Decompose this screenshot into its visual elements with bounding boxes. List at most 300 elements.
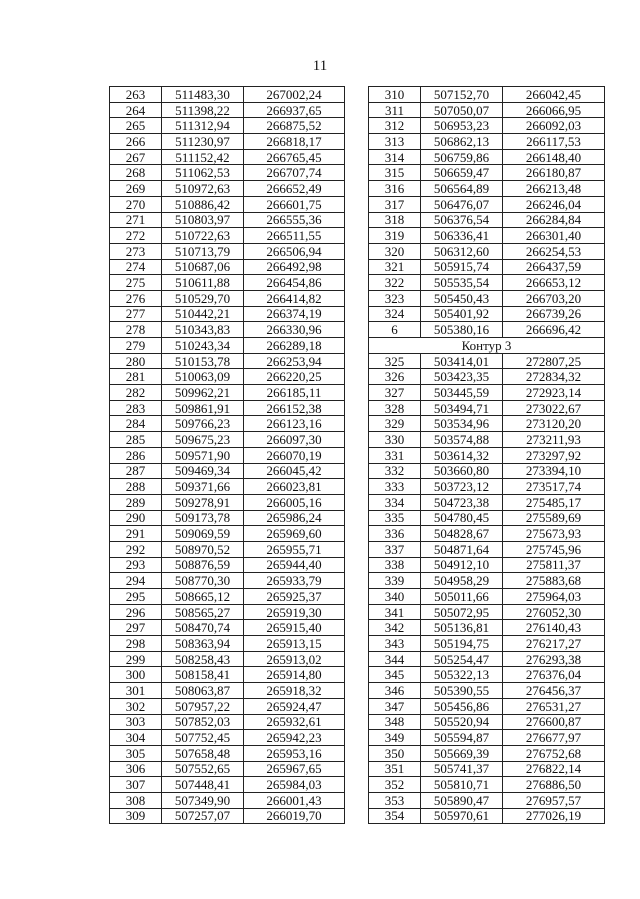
y-coordinate-cell: 266001,43 bbox=[244, 792, 345, 808]
table-row bbox=[369, 165, 605, 181]
table-row bbox=[110, 589, 345, 605]
table-row bbox=[110, 604, 345, 620]
x-coordinate-cell: 505136,81 bbox=[421, 620, 503, 636]
point-number-cell: 313 bbox=[369, 134, 421, 150]
point-number-cell: 275 bbox=[110, 275, 162, 291]
x-coordinate-cell: 511312,94 bbox=[162, 118, 244, 134]
x-coordinate-cell: 505450,43 bbox=[421, 290, 503, 306]
table-row bbox=[369, 683, 605, 699]
table-row bbox=[110, 338, 345, 354]
x-coordinate-cell: 509571,90 bbox=[162, 447, 244, 463]
x-coordinate-cell: 505322,13 bbox=[421, 667, 503, 683]
point-number-cell: 320 bbox=[369, 243, 421, 259]
y-coordinate-cell: 265984,03 bbox=[244, 777, 345, 793]
x-coordinate-cell: 507852,03 bbox=[162, 714, 244, 730]
x-coordinate-cell: 509766,23 bbox=[162, 416, 244, 432]
y-coordinate-cell: 266023,81 bbox=[244, 479, 345, 495]
y-coordinate-cell: 275673,93 bbox=[503, 526, 605, 542]
x-coordinate-cell: 506312,60 bbox=[421, 243, 503, 259]
point-number-cell: 268 bbox=[110, 165, 162, 181]
x-coordinate-cell: 508470,74 bbox=[162, 620, 244, 636]
table-row bbox=[110, 620, 345, 636]
point-number-cell: 273 bbox=[110, 243, 162, 259]
point-number-cell: 321 bbox=[369, 259, 421, 275]
point-number-cell: 300 bbox=[110, 667, 162, 683]
y-coordinate-cell: 277026,19 bbox=[503, 808, 605, 824]
y-coordinate-cell: 265969,60 bbox=[244, 526, 345, 542]
x-coordinate-cell: 509861,91 bbox=[162, 400, 244, 416]
table-row bbox=[369, 149, 605, 165]
point-number-cell: 298 bbox=[110, 636, 162, 652]
point-number-cell: 336 bbox=[369, 526, 421, 542]
y-coordinate-cell: 265986,24 bbox=[244, 510, 345, 526]
y-coordinate-cell: 265919,30 bbox=[244, 604, 345, 620]
point-number-cell: 339 bbox=[369, 573, 421, 589]
y-coordinate-cell: 266117,53 bbox=[503, 134, 605, 150]
point-number-cell: 343 bbox=[369, 636, 421, 652]
x-coordinate-cell: 505380,16 bbox=[421, 322, 503, 338]
x-coordinate-cell: 506862,13 bbox=[421, 134, 503, 150]
point-number-cell: 295 bbox=[110, 589, 162, 605]
y-coordinate-cell: 266818,17 bbox=[244, 134, 345, 150]
y-coordinate-cell: 275485,17 bbox=[503, 494, 605, 510]
y-coordinate-cell: 266454,86 bbox=[244, 275, 345, 291]
point-number-cell: 310 bbox=[369, 87, 421, 103]
table-row bbox=[110, 808, 345, 824]
x-coordinate-cell: 506336,41 bbox=[421, 228, 503, 244]
point-number-cell: 307 bbox=[110, 777, 162, 793]
table-row bbox=[110, 494, 345, 510]
table-row bbox=[110, 416, 345, 432]
table-row bbox=[369, 118, 605, 134]
table-row bbox=[369, 620, 605, 636]
y-coordinate-cell: 275964,03 bbox=[503, 589, 605, 605]
table-row bbox=[110, 306, 345, 322]
y-coordinate-cell: 276052,30 bbox=[503, 604, 605, 620]
table-row bbox=[110, 777, 345, 793]
point-number-cell: 274 bbox=[110, 259, 162, 275]
table-row bbox=[110, 369, 345, 385]
point-number-cell: 323 bbox=[369, 290, 421, 306]
x-coordinate-cell: 508770,30 bbox=[162, 573, 244, 589]
y-coordinate-cell: 273394,10 bbox=[503, 463, 605, 479]
table-row bbox=[369, 463, 605, 479]
x-coordinate-cell: 506376,54 bbox=[421, 212, 503, 228]
y-coordinate-cell: 266414,82 bbox=[244, 290, 345, 306]
table-row bbox=[110, 761, 345, 777]
x-coordinate-cell: 504912,10 bbox=[421, 557, 503, 573]
table-row bbox=[369, 510, 605, 526]
point-number-cell: 291 bbox=[110, 526, 162, 542]
y-coordinate-cell: 266937,65 bbox=[244, 102, 345, 118]
y-coordinate-cell: 266042,45 bbox=[503, 87, 605, 103]
y-coordinate-cell: 266437,59 bbox=[503, 259, 605, 275]
x-coordinate-cell: 508970,52 bbox=[162, 541, 244, 557]
table-row bbox=[110, 87, 345, 103]
y-coordinate-cell: 266374,19 bbox=[244, 306, 345, 322]
point-number-cell: 303 bbox=[110, 714, 162, 730]
y-coordinate-cell: 265932,61 bbox=[244, 714, 345, 730]
y-coordinate-cell: 266254,53 bbox=[503, 243, 605, 259]
x-coordinate-cell: 510442,21 bbox=[162, 306, 244, 322]
y-coordinate-cell: 266289,18 bbox=[244, 338, 345, 354]
x-coordinate-cell: 510722,63 bbox=[162, 228, 244, 244]
x-coordinate-cell: 505194,75 bbox=[421, 636, 503, 652]
point-number-cell: 265 bbox=[110, 118, 162, 134]
point-number-cell: 280 bbox=[110, 353, 162, 369]
x-coordinate-cell: 508665,12 bbox=[162, 589, 244, 605]
table-row bbox=[110, 526, 345, 542]
x-coordinate-cell: 506476,07 bbox=[421, 196, 503, 212]
x-coordinate-cell: 504958,29 bbox=[421, 573, 503, 589]
point-number-cell: 292 bbox=[110, 541, 162, 557]
point-number-cell: 272 bbox=[110, 228, 162, 244]
y-coordinate-cell: 266511,55 bbox=[244, 228, 345, 244]
point-number-cell: 297 bbox=[110, 620, 162, 636]
x-coordinate-cell: 511230,97 bbox=[162, 134, 244, 150]
x-coordinate-cell: 510153,78 bbox=[162, 353, 244, 369]
point-number-cell: 296 bbox=[110, 604, 162, 620]
point-number-cell: 312 bbox=[369, 118, 421, 134]
point-number-cell: 325 bbox=[369, 353, 421, 369]
table-row bbox=[110, 181, 345, 197]
point-number-cell: 324 bbox=[369, 306, 421, 322]
x-coordinate-cell: 507257,07 bbox=[162, 808, 244, 824]
table-row bbox=[110, 134, 345, 150]
point-number-cell: 338 bbox=[369, 557, 421, 573]
point-number-cell: 288 bbox=[110, 479, 162, 495]
y-coordinate-cell: 266220,25 bbox=[244, 369, 345, 385]
point-number-cell: 342 bbox=[369, 620, 421, 636]
table-row bbox=[369, 432, 605, 448]
point-number-cell: 351 bbox=[369, 761, 421, 777]
table-row bbox=[110, 636, 345, 652]
section-title: Контур 3 bbox=[369, 338, 605, 354]
y-coordinate-cell: 266492,98 bbox=[244, 259, 345, 275]
table-row bbox=[369, 526, 605, 542]
x-coordinate-cell: 509173,78 bbox=[162, 510, 244, 526]
x-coordinate-cell: 505810,71 bbox=[421, 777, 503, 793]
point-number-cell: 322 bbox=[369, 275, 421, 291]
point-number-cell: 352 bbox=[369, 777, 421, 793]
point-number-cell: 331 bbox=[369, 447, 421, 463]
x-coordinate-cell: 509469,34 bbox=[162, 463, 244, 479]
point-number-cell: 318 bbox=[369, 212, 421, 228]
point-number-cell: 354 bbox=[369, 808, 421, 824]
point-number-cell: 335 bbox=[369, 510, 421, 526]
table-row bbox=[369, 447, 605, 463]
table-row bbox=[110, 541, 345, 557]
y-coordinate-cell: 272807,25 bbox=[503, 353, 605, 369]
point-number-cell: 299 bbox=[110, 651, 162, 667]
x-coordinate-cell: 508876,59 bbox=[162, 557, 244, 573]
point-number-cell: 278 bbox=[110, 322, 162, 338]
y-coordinate-cell: 273120,20 bbox=[503, 416, 605, 432]
y-coordinate-cell: 266696,42 bbox=[503, 322, 605, 338]
table-row bbox=[369, 290, 605, 306]
y-coordinate-cell: 266092,03 bbox=[503, 118, 605, 134]
y-coordinate-cell: 265925,37 bbox=[244, 589, 345, 605]
point-number-cell: 266 bbox=[110, 134, 162, 150]
table-row bbox=[369, 698, 605, 714]
y-coordinate-cell: 267002,24 bbox=[244, 87, 345, 103]
table-row bbox=[369, 196, 605, 212]
point-number-cell: 285 bbox=[110, 432, 162, 448]
y-coordinate-cell: 266097,30 bbox=[244, 432, 345, 448]
x-coordinate-cell: 503494,71 bbox=[421, 400, 503, 416]
table-row bbox=[110, 714, 345, 730]
x-coordinate-cell: 507050,07 bbox=[421, 102, 503, 118]
y-coordinate-cell: 266707,74 bbox=[244, 165, 345, 181]
point-number-cell: 271 bbox=[110, 212, 162, 228]
point-number-cell: 302 bbox=[110, 698, 162, 714]
table-row bbox=[110, 730, 345, 746]
x-coordinate-cell: 506659,47 bbox=[421, 165, 503, 181]
x-coordinate-cell: 510972,63 bbox=[162, 181, 244, 197]
table-row bbox=[110, 698, 345, 714]
y-coordinate-cell: 276531,27 bbox=[503, 698, 605, 714]
table-row bbox=[110, 118, 345, 134]
x-coordinate-cell: 510243,34 bbox=[162, 338, 244, 354]
table-row bbox=[369, 385, 605, 401]
table-row bbox=[369, 87, 605, 103]
y-coordinate-cell: 273297,92 bbox=[503, 447, 605, 463]
point-number-cell: 281 bbox=[110, 369, 162, 385]
y-coordinate-cell: 266180,87 bbox=[503, 165, 605, 181]
y-coordinate-cell: 276600,87 bbox=[503, 714, 605, 730]
table-row bbox=[369, 181, 605, 197]
point-number-cell: 348 bbox=[369, 714, 421, 730]
y-coordinate-cell: 266005,16 bbox=[244, 494, 345, 510]
table-row bbox=[369, 134, 605, 150]
y-coordinate-cell: 276822,14 bbox=[503, 761, 605, 777]
x-coordinate-cell: 510886,42 bbox=[162, 196, 244, 212]
x-coordinate-cell: 511152,42 bbox=[162, 149, 244, 165]
table-row bbox=[369, 573, 605, 589]
y-coordinate-cell: 265913,02 bbox=[244, 651, 345, 667]
y-coordinate-cell: 266152,38 bbox=[244, 400, 345, 416]
table-row bbox=[110, 683, 345, 699]
table-row bbox=[369, 557, 605, 573]
x-coordinate-cell: 506564,89 bbox=[421, 181, 503, 197]
x-coordinate-cell: 505915,74 bbox=[421, 259, 503, 275]
table-row bbox=[110, 792, 345, 808]
point-number-cell: 347 bbox=[369, 698, 421, 714]
x-coordinate-cell: 511062,53 bbox=[162, 165, 244, 181]
y-coordinate-cell: 266703,20 bbox=[503, 290, 605, 306]
coordinates-table-right bbox=[368, 86, 605, 824]
y-coordinate-cell: 266301,40 bbox=[503, 228, 605, 244]
x-coordinate-cell: 511398,22 bbox=[162, 102, 244, 118]
point-number-cell: 340 bbox=[369, 589, 421, 605]
point-number-cell: 306 bbox=[110, 761, 162, 777]
point-number-cell: 328 bbox=[369, 400, 421, 416]
table-row bbox=[369, 714, 605, 730]
point-number-cell: 293 bbox=[110, 557, 162, 573]
point-number-cell: 330 bbox=[369, 432, 421, 448]
y-coordinate-cell: 265955,71 bbox=[244, 541, 345, 557]
y-coordinate-cell: 265924,47 bbox=[244, 698, 345, 714]
table-row bbox=[110, 385, 345, 401]
x-coordinate-cell: 506953,23 bbox=[421, 118, 503, 134]
x-coordinate-cell: 503723,12 bbox=[421, 479, 503, 495]
point-number-cell: 333 bbox=[369, 479, 421, 495]
x-coordinate-cell: 508565,27 bbox=[162, 604, 244, 620]
y-coordinate-cell: 266148,40 bbox=[503, 149, 605, 165]
point-number-cell: 344 bbox=[369, 651, 421, 667]
table-row bbox=[369, 259, 605, 275]
point-number-cell: 284 bbox=[110, 416, 162, 432]
y-coordinate-cell: 265918,32 bbox=[244, 683, 345, 699]
point-number-cell: 267 bbox=[110, 149, 162, 165]
x-coordinate-cell: 505520,94 bbox=[421, 714, 503, 730]
x-coordinate-cell: 510687,06 bbox=[162, 259, 244, 275]
table-row bbox=[110, 275, 345, 291]
y-coordinate-cell: 265967,65 bbox=[244, 761, 345, 777]
x-coordinate-cell: 506759,86 bbox=[421, 149, 503, 165]
y-coordinate-cell: 266653,12 bbox=[503, 275, 605, 291]
point-number-cell: 316 bbox=[369, 181, 421, 197]
y-coordinate-cell: 266066,95 bbox=[503, 102, 605, 118]
page-number: 11 bbox=[312, 58, 328, 74]
x-coordinate-cell: 505390,55 bbox=[421, 683, 503, 699]
x-coordinate-cell: 511483,30 bbox=[162, 87, 244, 103]
point-number-cell: 311 bbox=[369, 102, 421, 118]
y-coordinate-cell: 276293,38 bbox=[503, 651, 605, 667]
table-row bbox=[369, 102, 605, 118]
y-coordinate-cell: 275589,69 bbox=[503, 510, 605, 526]
table-row bbox=[110, 463, 345, 479]
point-number-cell: 319 bbox=[369, 228, 421, 244]
y-coordinate-cell: 266506,94 bbox=[244, 243, 345, 259]
y-coordinate-cell: 273022,67 bbox=[503, 400, 605, 416]
x-coordinate-cell: 507752,45 bbox=[162, 730, 244, 746]
y-coordinate-cell: 266875,52 bbox=[244, 118, 345, 134]
table-row bbox=[110, 290, 345, 306]
point-number-cell: 350 bbox=[369, 745, 421, 761]
y-coordinate-cell: 266185,11 bbox=[244, 385, 345, 401]
table-row bbox=[369, 479, 605, 495]
y-coordinate-cell: 276886,50 bbox=[503, 777, 605, 793]
table-row bbox=[110, 259, 345, 275]
table-row bbox=[369, 228, 605, 244]
table-row bbox=[369, 400, 605, 416]
x-coordinate-cell: 509962,21 bbox=[162, 385, 244, 401]
table-row bbox=[369, 212, 605, 228]
y-coordinate-cell: 265942,23 bbox=[244, 730, 345, 746]
y-coordinate-cell: 266555,36 bbox=[244, 212, 345, 228]
table-row bbox=[369, 243, 605, 259]
table-row bbox=[369, 416, 605, 432]
point-number-cell: 332 bbox=[369, 463, 421, 479]
x-coordinate-cell: 507658,48 bbox=[162, 745, 244, 761]
table-row bbox=[110, 212, 345, 228]
table-row bbox=[110, 432, 345, 448]
point-number-cell: 327 bbox=[369, 385, 421, 401]
point-number-cell: 308 bbox=[110, 792, 162, 808]
table-row bbox=[369, 604, 605, 620]
table-row bbox=[369, 369, 605, 385]
point-number-cell: 263 bbox=[110, 87, 162, 103]
table-row bbox=[110, 510, 345, 526]
table-row bbox=[110, 447, 345, 463]
x-coordinate-cell: 505970,61 bbox=[421, 808, 503, 824]
y-coordinate-cell: 266213,48 bbox=[503, 181, 605, 197]
x-coordinate-cell: 508158,41 bbox=[162, 667, 244, 683]
x-coordinate-cell: 509278,91 bbox=[162, 494, 244, 510]
table-row bbox=[369, 745, 605, 761]
table-row bbox=[369, 792, 605, 808]
point-number-cell: 289 bbox=[110, 494, 162, 510]
x-coordinate-cell: 509069,59 bbox=[162, 526, 244, 542]
x-coordinate-cell: 510063,09 bbox=[162, 369, 244, 385]
x-coordinate-cell: 503660,80 bbox=[421, 463, 503, 479]
y-coordinate-cell: 266601,75 bbox=[244, 196, 345, 212]
x-coordinate-cell: 504723,38 bbox=[421, 494, 503, 510]
point-number-cell: 337 bbox=[369, 541, 421, 557]
point-number-cell: 353 bbox=[369, 792, 421, 808]
table-row bbox=[369, 275, 605, 291]
table-row bbox=[110, 243, 345, 259]
y-coordinate-cell: 265953,16 bbox=[244, 745, 345, 761]
x-coordinate-cell: 505011,66 bbox=[421, 589, 503, 605]
y-coordinate-cell: 266765,45 bbox=[244, 149, 345, 165]
table-row bbox=[110, 353, 345, 369]
y-coordinate-cell: 275745,96 bbox=[503, 541, 605, 557]
table-row bbox=[369, 777, 605, 793]
x-coordinate-cell: 504780,45 bbox=[421, 510, 503, 526]
table-row bbox=[369, 667, 605, 683]
x-coordinate-cell: 507349,90 bbox=[162, 792, 244, 808]
x-coordinate-cell: 505669,39 bbox=[421, 745, 503, 761]
x-coordinate-cell: 508363,94 bbox=[162, 636, 244, 652]
x-coordinate-cell: 503574,88 bbox=[421, 432, 503, 448]
table-row bbox=[369, 494, 605, 510]
x-coordinate-cell: 503414,01 bbox=[421, 353, 503, 369]
point-number-cell: 283 bbox=[110, 400, 162, 416]
y-coordinate-cell: 266652,49 bbox=[244, 181, 345, 197]
point-number-cell: 326 bbox=[369, 369, 421, 385]
x-coordinate-cell: 505535,54 bbox=[421, 275, 503, 291]
table-row bbox=[110, 322, 345, 338]
y-coordinate-cell: 273517,74 bbox=[503, 479, 605, 495]
x-coordinate-cell: 510529,70 bbox=[162, 290, 244, 306]
x-coordinate-cell: 508258,43 bbox=[162, 651, 244, 667]
x-coordinate-cell: 505401,92 bbox=[421, 306, 503, 322]
x-coordinate-cell: 507152,70 bbox=[421, 87, 503, 103]
table-row bbox=[369, 651, 605, 667]
y-coordinate-cell: 276217,27 bbox=[503, 636, 605, 652]
table-row bbox=[110, 165, 345, 181]
point-number-cell: 314 bbox=[369, 149, 421, 165]
x-coordinate-cell: 505890,47 bbox=[421, 792, 503, 808]
y-coordinate-cell: 276456,37 bbox=[503, 683, 605, 699]
point-number-cell: 309 bbox=[110, 808, 162, 824]
x-coordinate-cell: 503423,35 bbox=[421, 369, 503, 385]
point-number-cell: 349 bbox=[369, 730, 421, 746]
x-coordinate-cell: 509371,66 bbox=[162, 479, 244, 495]
point-number-cell: 317 bbox=[369, 196, 421, 212]
point-number-cell: 329 bbox=[369, 416, 421, 432]
point-number-cell: 345 bbox=[369, 667, 421, 683]
point-number-cell: 270 bbox=[110, 196, 162, 212]
table-row bbox=[110, 400, 345, 416]
coordinates-table-left bbox=[109, 86, 345, 824]
table-row bbox=[369, 306, 605, 322]
x-coordinate-cell: 508063,87 bbox=[162, 683, 244, 699]
table-row bbox=[369, 353, 605, 369]
y-coordinate-cell: 276677,97 bbox=[503, 730, 605, 746]
